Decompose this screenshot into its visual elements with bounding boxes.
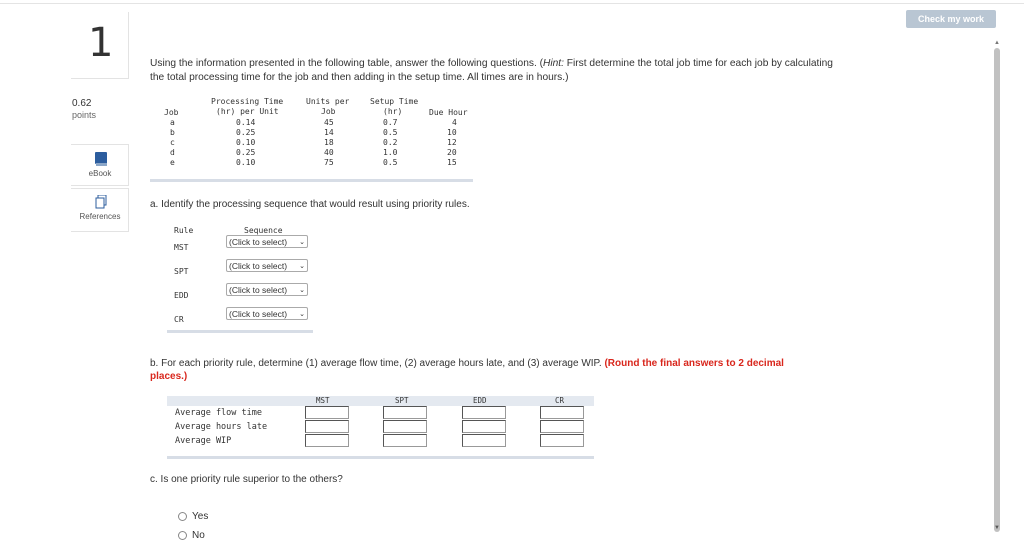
part-b-prompt: b. For each priority rule, determine (1) average flow time, (2) average hours late, and (3) average WIP. (Round the final answers to 2 decimal places.) [150, 358, 784, 382]
table-cell: 0.10 [236, 138, 256, 147]
column-header: MST [316, 396, 330, 405]
table-cell: 0.2 [383, 138, 398, 147]
points-label: points [72, 110, 97, 120]
averages-table [167, 396, 594, 459]
table-cell: 40 [324, 148, 334, 157]
ebook-label: eBook [88, 169, 112, 178]
mst-avg-late-input[interactable] [305, 420, 349, 433]
check-my-work-button[interactable]: Check my work [906, 10, 996, 28]
table-cell: 0.14 [236, 118, 256, 127]
scroll-down-arrow-icon[interactable]: ▼ [994, 525, 1000, 531]
table-cell: 10 [447, 128, 457, 137]
spt-avg-wip-input[interactable] [383, 434, 427, 447]
spt-avg-late-input[interactable] [383, 420, 427, 433]
rule-label: EDD [174, 291, 189, 300]
spt-avg-flow-input[interactable] [383, 406, 427, 419]
edd-sequence-select[interactable]: (Click to select) ⌄ [226, 283, 308, 296]
part-c-prompt: c. Is one priority rule superior to the others? [150, 474, 343, 485]
references-icon [95, 195, 107, 209]
table-cell: 0.5 [383, 128, 398, 137]
table-cell: 0.25 [236, 128, 256, 137]
mst-sequence-select[interactable]: (Click to select) ⌄ [226, 235, 308, 248]
question-number: 1 [88, 20, 114, 66]
yes-radio[interactable] [178, 512, 187, 521]
table-cell: a [170, 118, 175, 127]
column-header: SPT [395, 396, 409, 405]
chevron-down-icon: ⌄ [299, 239, 305, 246]
spt-sequence-select[interactable]: (Click to select) ⌄ [226, 259, 308, 272]
book-icon [95, 152, 107, 166]
rule-header: Rule [174, 226, 194, 235]
references-label: References [79, 212, 121, 221]
scroll-thumb[interactable] [994, 48, 1000, 532]
chevron-down-icon: ⌄ [299, 311, 305, 318]
chevron-down-icon: ⌄ [299, 263, 305, 270]
rule-label: CR [174, 315, 184, 324]
table-cell: 15 [447, 158, 457, 167]
no-radio[interactable] [178, 531, 187, 540]
rule-label: SPT [174, 267, 189, 276]
table-cell: 14 [324, 128, 334, 137]
jobs-data-table: Job Processing Time (hr) per Unit Units per Job Setup Time (hr) Due Hour a 0.14 45 0.7 4 b 0.25 14 0.5 10 c 0.10 18 0.2 12 d 0.25 40 1.0 20 e 0.10 75 0.5 15 [150, 96, 473, 182]
yes-label: Yes [192, 511, 209, 522]
table-cell: 18 [324, 138, 334, 147]
table-cell: 0.5 [383, 158, 398, 167]
scrollbar[interactable] [993, 39, 1001, 532]
scroll-up-arrow-icon[interactable]: ▲ [994, 40, 1000, 46]
question-intro: Using the information presented in the following table, answer the following questions. (Hint: First determine the total job time for each job by calculating the total processing time for the job and then adding in the setup time. All times are in hours.) [150, 58, 833, 83]
table-cell: 0.10 [236, 158, 256, 167]
column-header: EDD [473, 396, 487, 405]
table-cell: 45 [324, 118, 334, 127]
edd-avg-wip-input[interactable] [462, 434, 506, 447]
table-cell: b [170, 128, 175, 137]
mst-avg-flow-input[interactable] [305, 406, 349, 419]
cr-avg-late-input[interactable] [540, 420, 584, 433]
top-divider [0, 3, 1024, 4]
averages-header-row [167, 396, 594, 406]
table-cell: e [170, 158, 175, 167]
table-cell: 75 [324, 158, 334, 167]
table-cell: d [170, 148, 175, 157]
round-note: (Round the final answers to 2 decimal places.) [150, 358, 784, 382]
row-label: Average hours late [175, 422, 268, 432]
table-cell: 12 [447, 138, 457, 147]
part-a-prompt: a. Identify the processing sequence that would result using priority rules. [150, 199, 470, 210]
table-cell: 20 [447, 148, 457, 157]
table-cell: 0.7 [383, 118, 398, 127]
table-cell: 1.0 [383, 148, 398, 157]
chevron-down-icon: ⌄ [299, 287, 305, 294]
row-label: Average WIP [175, 436, 232, 446]
cr-sequence-select[interactable]: (Click to select) ⌄ [226, 307, 308, 320]
table-cell: 0.25 [236, 148, 256, 157]
cr-avg-flow-input[interactable] [540, 406, 584, 419]
mst-avg-wip-input[interactable] [305, 434, 349, 447]
sequence-header: Sequence [244, 226, 283, 235]
column-header: CR [555, 396, 565, 405]
points-value: 0.62 [72, 98, 92, 109]
no-label: No [192, 530, 205, 541]
edd-avg-flow-input[interactable] [462, 406, 506, 419]
row-label: Average flow time [175, 408, 262, 418]
table-cell: c [170, 138, 175, 147]
cr-avg-wip-input[interactable] [540, 434, 584, 447]
edd-avg-late-input[interactable] [462, 420, 506, 433]
rule-label: MST [174, 243, 189, 252]
table-cell: 4 [452, 118, 457, 127]
